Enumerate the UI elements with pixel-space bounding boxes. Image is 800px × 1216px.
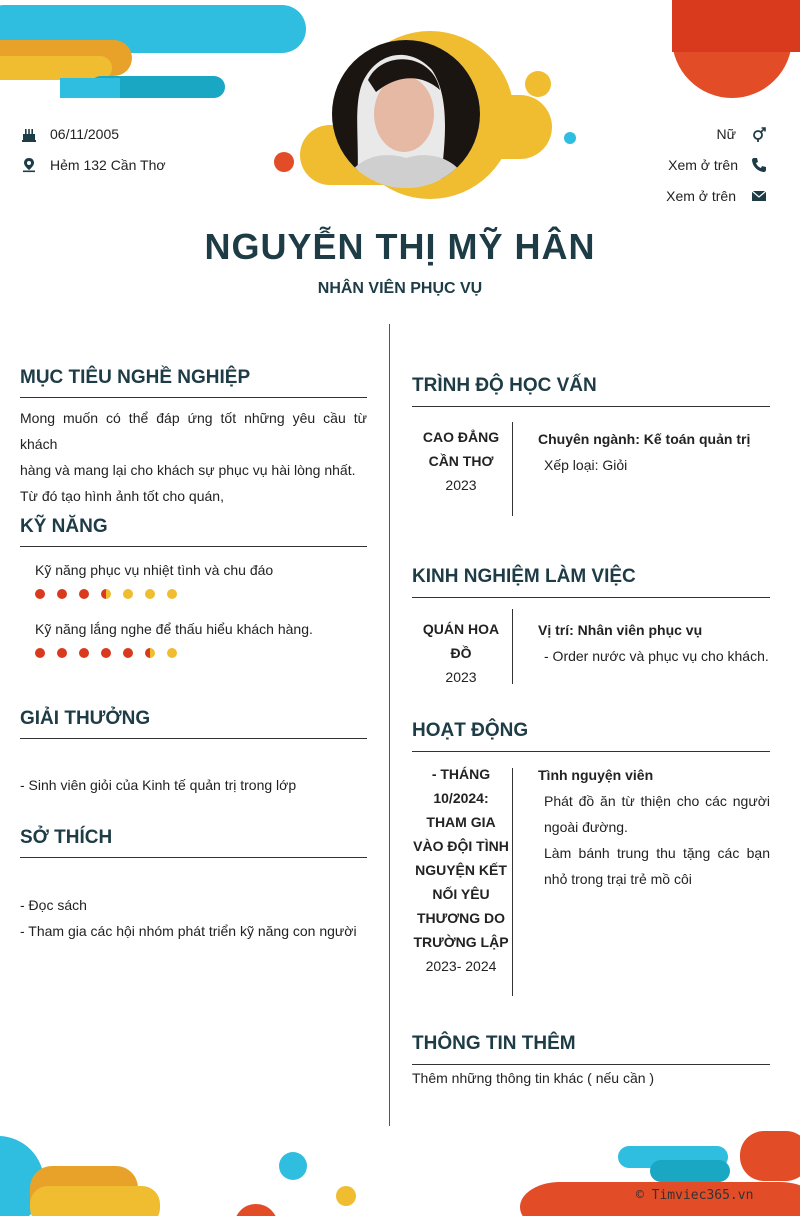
phone-icon xyxy=(750,156,768,174)
awards-underline xyxy=(20,738,367,739)
rating-dot xyxy=(101,648,111,658)
activities-role: Tình nguyện viên xyxy=(538,767,654,783)
education-school: CAO ĐẲNG CẦN THƠ 2023 xyxy=(412,425,510,497)
activities-timeline-line xyxy=(512,768,513,996)
extra-info-heading: THÔNG TIN THÊM xyxy=(412,1033,576,1054)
education-major: Chuyên ngành: Kế toán quản trị xyxy=(538,431,751,447)
objective-underline xyxy=(20,397,367,398)
rating-dot xyxy=(145,648,155,658)
email-row xyxy=(666,187,768,205)
skill-label: Kỹ năng lắng nghe để thấu hiểu khách hàng. xyxy=(35,621,313,637)
experience-position: Vị trí: Nhân viên phục vụ xyxy=(538,622,703,638)
experience-timeline-line xyxy=(512,609,513,684)
rating-dot xyxy=(35,589,45,599)
rating-dot xyxy=(167,589,177,599)
phone-value: Xem ở trên xyxy=(668,157,738,173)
experience-company: QUÁN HOA ĐỒ 2023 xyxy=(412,617,510,689)
envelope-icon xyxy=(750,187,768,205)
rating-dot xyxy=(167,648,177,658)
objective-text: Mong muốn có thể đáp ứng tốt những yêu cầu từ khách hàng và mang lại cho khách sự phục vụ hài lòng nhất. Từ đó tạo hình ảnh tốt cho quán, xyxy=(20,410,367,504)
activities-org: - THÁNG 10/2024: THAM GIA VÀO ĐỘI TÌNH NGUYỆN KẾT NỐI YÊU THƯƠNG DO TRƯỜNG LẬP 2023- 2024 xyxy=(412,762,510,978)
activities-heading: HOẠT ĐỘNG xyxy=(412,720,529,741)
skills-heading: KỸ NĂNG xyxy=(20,516,108,537)
rating-dot xyxy=(57,648,67,658)
birthday-row xyxy=(20,125,119,143)
skill-rating xyxy=(35,648,177,658)
skill-rating xyxy=(35,589,177,599)
rating-dot xyxy=(79,589,89,599)
phone-row xyxy=(668,156,768,174)
avatar xyxy=(332,40,480,188)
gender-icon xyxy=(750,125,768,143)
gender-value: Nữ xyxy=(716,126,736,142)
experience-heading: KINH NGHIỆM LÀM VIỆC xyxy=(412,566,636,587)
activities-period: 2023- 2024 xyxy=(425,958,497,974)
education-year: 2023 xyxy=(445,477,477,493)
extra-info-text: Thêm những thông tin khác ( nếu cần ) xyxy=(412,1070,655,1086)
cake-icon xyxy=(20,125,38,143)
rating-dot xyxy=(57,589,67,599)
objective-heading: MỤC TIÊU NGHỀ NGHIỆP xyxy=(20,367,251,388)
job-title: NHÂN VIÊN PHỤC VỤ xyxy=(317,280,483,297)
hobby-item: - Tham gia các hội nhóm phát triển kỹ năng con người xyxy=(20,923,357,939)
column-divider xyxy=(389,324,390,1126)
birthday-value: 06/11/2005 xyxy=(50,126,120,142)
education-grade: Xếp loại: Giỏi xyxy=(544,457,628,473)
experience-underline xyxy=(412,597,770,598)
gender-row xyxy=(717,125,768,143)
hobbies-underline xyxy=(20,857,367,858)
rating-dot xyxy=(123,589,133,599)
education-heading: TRÌNH ĐỘ HỌC VẤN xyxy=(412,375,597,396)
rating-dot xyxy=(79,648,89,658)
activities-desc: Phát đồ ăn từ thiện cho các người ngoài đường. Làm bánh trung thu tặng các bạn nhỏ trong trại trẻ mồ côi xyxy=(544,793,770,887)
skill-label: Kỹ năng phục vụ nhiệt tình và chu đáo xyxy=(35,562,274,578)
experience-desc: - Order nước và phục vụ cho khách. xyxy=(544,648,769,664)
awards-heading: GIẢI THƯỞNG xyxy=(20,708,151,729)
location-pin-icon xyxy=(20,156,38,174)
address-value: Hẻm 132 Cần Thơ xyxy=(50,157,166,173)
experience-year: 2023 xyxy=(445,669,477,685)
address-row xyxy=(20,156,166,174)
hobby-item: - Đọc sách xyxy=(20,897,87,913)
education-underline xyxy=(412,406,770,407)
skills-underline xyxy=(20,546,367,547)
rating-dot xyxy=(123,648,133,658)
rating-dot xyxy=(35,648,45,658)
watermark: © Timviec365.vn xyxy=(636,1188,754,1203)
activities-underline xyxy=(412,751,770,752)
email-value: Xem ở trên xyxy=(666,188,736,204)
candidate-name: NGUYỄN THỊ MỸ HÂN xyxy=(204,226,596,267)
rating-dot xyxy=(145,589,155,599)
education-timeline-line xyxy=(512,422,513,516)
award-item: - Sinh viên giỏi của Kinh tế quản trị trong lớp xyxy=(20,777,297,793)
rating-dot xyxy=(101,589,111,599)
hobbies-heading: SỞ THÍCH xyxy=(20,827,113,848)
